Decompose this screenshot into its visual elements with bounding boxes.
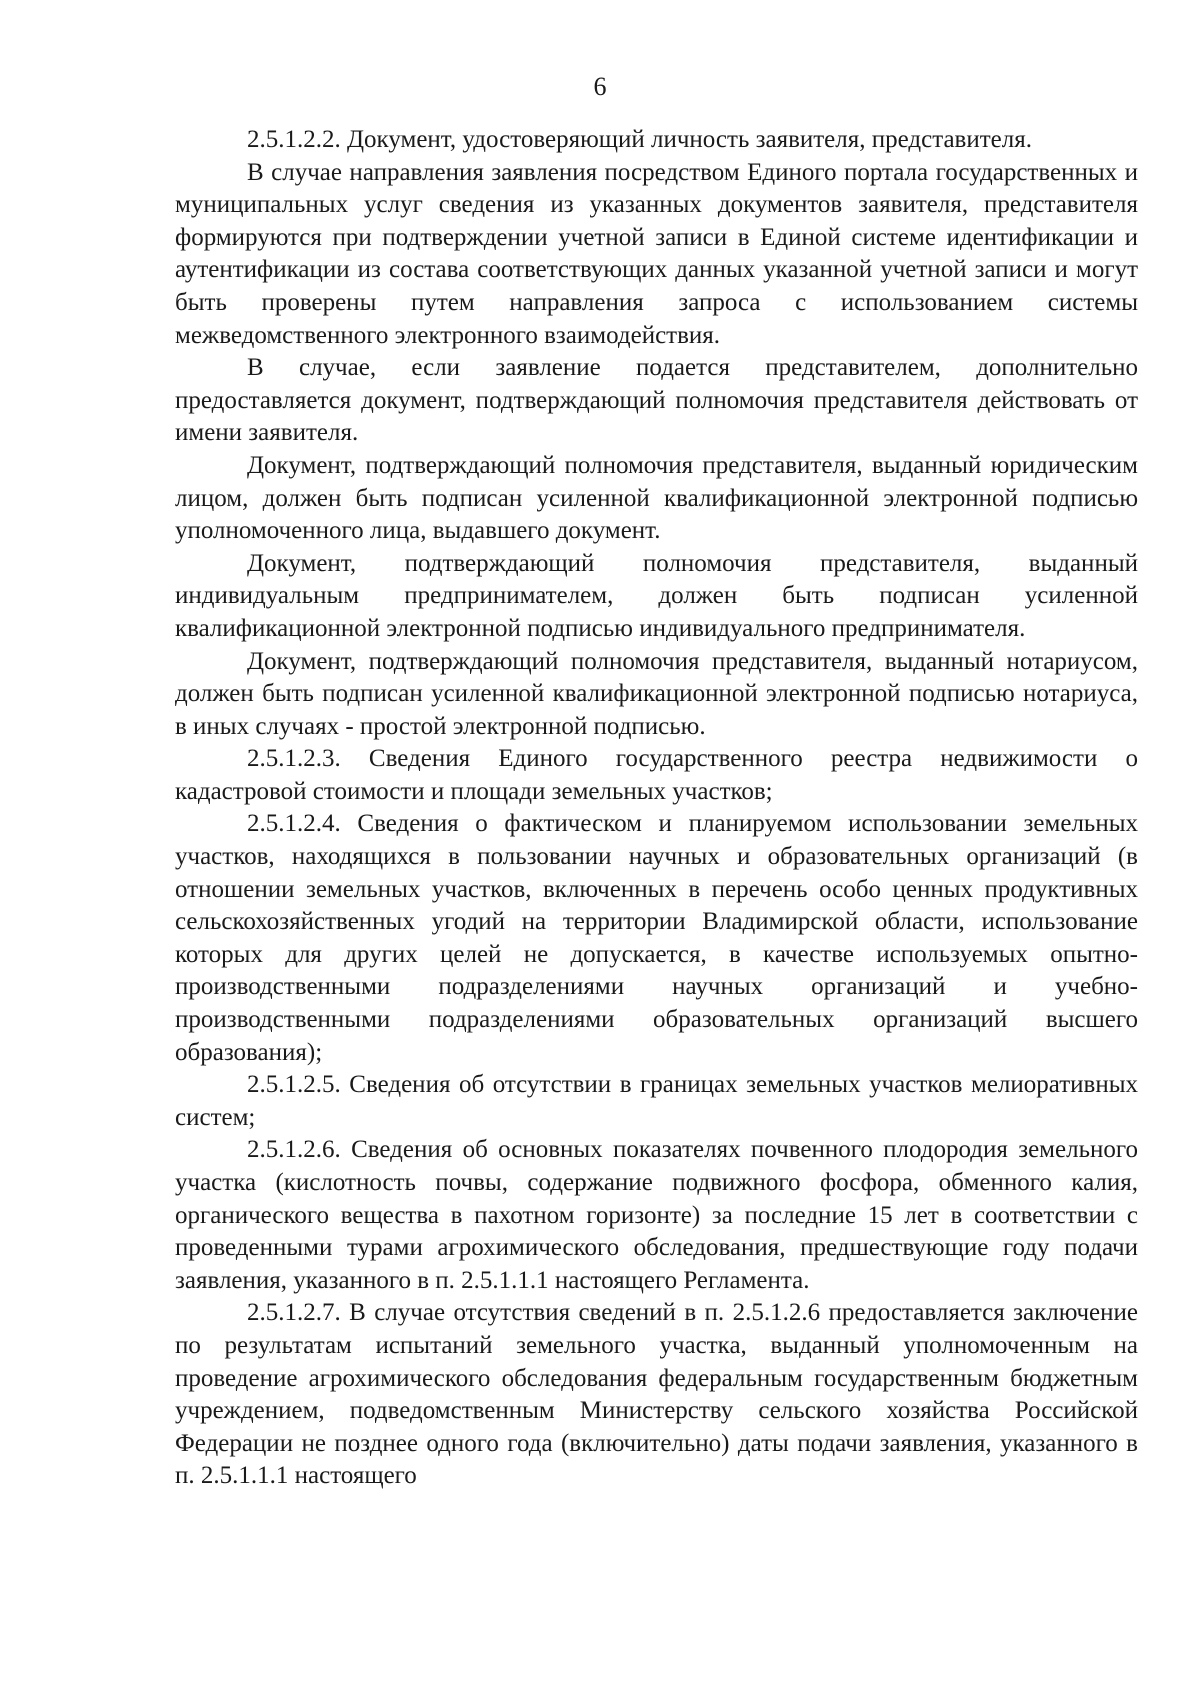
document-body <box>175 124 1138 1493</box>
paragraph-representative-document: В случае, если заявление подается представителем, дополнительно предоставляется документ, подтверждающий полномочия представителя действовать от имени заявителя. <box>175 354 1138 447</box>
page-number: 6 <box>593 72 607 101</box>
paragraph-2-5-1-2-3: 2.5.1.2.3. Сведения Единого государственного реестра недвижимости о кадастровой стоимости и площади земельных участков; <box>175 745 1138 805</box>
paragraph-legal-entity-signature: Документ, подтверждающий полномочия представителя, выданный юридическим лицом, должен быть подписан усиленной квалификационной электронной подписью уполномоченного лица, выдавшего документ. <box>175 451 1138 545</box>
paragraph-epgu-verification: В случае направления заявления посредством Единого портала государственных и муниципальных услуг сведения из указанных документов заявителя, представителя формируются при подтверждении учетной записи в Единой системе идентификации и аутентификации из состава соответствующих данных указанной учетной записи и могут быть проверены путем направления запроса с использованием системы межведомственного электронного взаимодействия. <box>175 158 1138 349</box>
paragraph-2-5-1-2-6: 2.5.1.2.6. Сведения об основных показателях почвенного плодородия земельного участка (кислотность почвы, содержание подвижного фосфора, обменного калия, органического вещества в пахотном горизонте) за последние 15 лет в соответствии с проведенными турами агрохимического обследования, предшествующие году подачи заявления, указанного в п. 2.5.1.1.1 настоящего Регламента. <box>175 1136 1138 1294</box>
paragraph-notary-signature: Документ, подтверждающий полномочия представителя, выданный нотариусом, должен быть подписан усиленной квалификационной электронной подписью нотариуса, в иных случаях - простой электронной подписью. <box>175 647 1138 740</box>
paragraph-2-5-1-2-5: 2.5.1.2.5. Сведения об отсутствии в границах земельных участков мелиоративных систем; <box>175 1071 1138 1131</box>
paragraph-2-5-1-2-7: 2.5.1.2.7. В случае отсутствия сведений в п. 2.5.1.2.6 предоставляется заключение по результатам испытаний земельного участка, выданный уполномоченным на проведение агрохимического обследования федеральным государственным бюджетным учреждением, подведомственным Министерству сельского хозяйства Российской Федерации не позднее одного года (включительно) даты подачи заявления, указанного в п. 2.5.1.1.1 настоящего <box>175 1299 1138 1490</box>
paragraph-2-5-1-2-2: 2.5.1.2.2. Документ, удостоверяющий личность заявителя, представителя. <box>247 126 1032 153</box>
paragraph-entrepreneur-signature: Документ, подтверждающий полномочия представителя, выданный индивидуальным предпринимателем, должен быть подписан усиленной квалификационной электронной подписью индивидуального предпринимателя. <box>175 549 1138 642</box>
paragraph-2-5-1-2-4: 2.5.1.2.4. Сведения о фактическом и планируемом использовании земельных участков, находящихся в пользовании научных и образовательных организаций (в отношении земельных участков, включенных в перечень особо ценных продуктивных сельскохозяйственных угодий на территории Владимирской области, использование которых для других целей не допускается, в качестве используемых опытно-производственными подразделениями научных организаций и учебно-производственными подразделениями образовательных организаций высшего образования); <box>175 810 1138 1066</box>
